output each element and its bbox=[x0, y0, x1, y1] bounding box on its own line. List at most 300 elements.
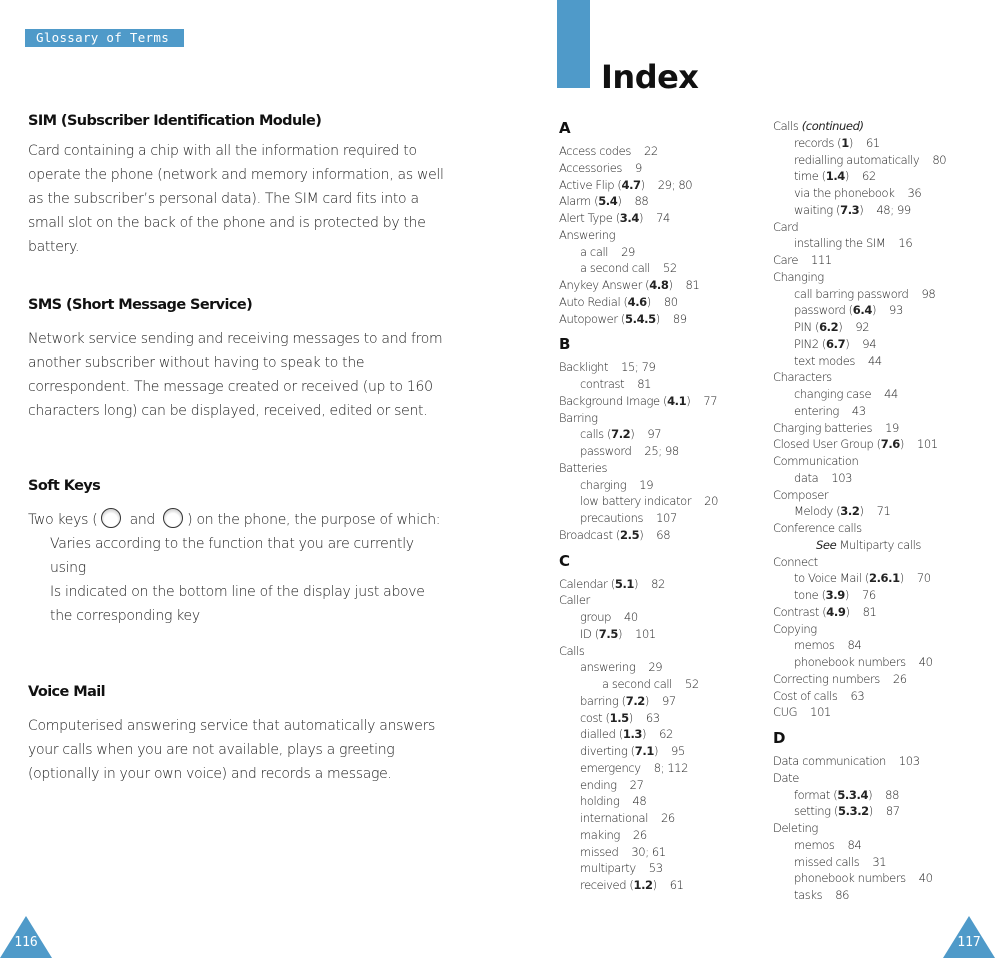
index-letter-heading: B bbox=[559, 335, 571, 354]
entry-page-ref: 97 bbox=[662, 693, 676, 708]
entry-page-ref: 36 bbox=[907, 186, 922, 200]
entry-page-ref: 20 bbox=[704, 494, 718, 509]
entry-menu-ref: 3.4 bbox=[619, 211, 639, 225]
entry-text: Broadcast ( bbox=[559, 527, 621, 542]
index-entry bbox=[773, 453, 978, 470]
entry-text: entering bbox=[794, 403, 839, 418]
entry-page-ref: 19 bbox=[639, 477, 654, 492]
term-definition: Computerised answering service that automatically answers your calls when you are not available, plays a greeting (optionally in your own voice) and records a message. bbox=[28, 718, 436, 782]
entry-text: Multiparty calls bbox=[836, 537, 922, 552]
glossary-term-sim bbox=[28, 113, 448, 259]
entry-text: Conference calls bbox=[773, 521, 862, 535]
entry-text: Deleting bbox=[773, 821, 818, 835]
entry-text: a second call bbox=[602, 677, 672, 691]
entry-page-ref: 29 bbox=[621, 244, 635, 259]
glossary-page bbox=[0, 0, 490, 958]
index-entry bbox=[773, 854, 978, 871]
entry-text: tasks bbox=[794, 888, 823, 902]
entry-text: ) bbox=[638, 211, 644, 225]
page-number-right bbox=[943, 916, 995, 958]
index-entry bbox=[773, 369, 978, 386]
entry-text: Data communication bbox=[773, 754, 886, 768]
index-entry bbox=[559, 626, 764, 643]
entry-page-ref: 76 bbox=[861, 588, 876, 602]
entry-text: redialling automatically bbox=[794, 152, 920, 167]
entry-text: international bbox=[580, 811, 649, 825]
page-number-text: 117 bbox=[957, 935, 981, 950]
entry-text: ) bbox=[644, 693, 650, 708]
entry-page-ref: 9 bbox=[635, 160, 642, 175]
index-entry bbox=[773, 554, 978, 571]
index-letter-heading: A bbox=[559, 119, 571, 137]
index-entry bbox=[559, 460, 764, 477]
entry-menu-ref: 4.6 bbox=[627, 294, 647, 309]
entry-page-ref: 98 bbox=[921, 286, 936, 301]
entry-page-ref: 101 bbox=[917, 437, 938, 452]
entry-text: precautions bbox=[580, 511, 644, 525]
entry-text: ) bbox=[634, 576, 639, 591]
index-entry bbox=[559, 726, 764, 743]
entry-text: records ( bbox=[794, 135, 842, 150]
entry-text: ) bbox=[653, 744, 659, 758]
index-entry bbox=[773, 803, 978, 820]
entry-text: ) bbox=[642, 727, 647, 742]
index-entry bbox=[559, 592, 764, 609]
entry-menu-ref: 7.5 bbox=[598, 626, 618, 641]
index-entry bbox=[559, 376, 764, 393]
entry-page-ref: 43 bbox=[851, 403, 866, 418]
index-entry bbox=[559, 693, 764, 710]
entry-note: (continued) bbox=[801, 119, 864, 133]
entry-text: tone ( bbox=[794, 588, 826, 602]
entry-page-ref: 89 bbox=[672, 311, 687, 326]
entry-text: changing case bbox=[794, 387, 872, 401]
index-entry bbox=[773, 637, 978, 654]
entry-text: Characters bbox=[773, 370, 832, 385]
term-title: SIM (Subscriber Identification Module) bbox=[28, 113, 322, 129]
entry-text: Closed User Group ( bbox=[773, 437, 881, 452]
entry-text: Contrast ( bbox=[773, 604, 827, 619]
entry-menu-ref: 1 bbox=[841, 135, 849, 150]
entry-text: Batteries bbox=[559, 460, 608, 475]
entry-page-ref: 26 bbox=[661, 811, 675, 825]
entry-text: Card bbox=[773, 219, 799, 234]
index-entry bbox=[773, 688, 978, 705]
entry-page-ref: 88 bbox=[885, 787, 899, 802]
entry-note: See bbox=[816, 537, 837, 552]
entry-text: calls ( bbox=[580, 427, 612, 442]
entry-menu-ref: 6.4 bbox=[852, 303, 872, 318]
entry-menu-ref: 4.1 bbox=[667, 393, 687, 408]
entry-menu-ref: 7.1 bbox=[634, 744, 654, 758]
entry-menu-ref: 2.6.1 bbox=[868, 571, 900, 586]
entry-page-ref: 81 bbox=[637, 377, 652, 391]
index-entry bbox=[773, 837, 978, 854]
entry-text: multiparty bbox=[580, 861, 636, 876]
entry-text: Caller bbox=[559, 593, 590, 608]
entry-menu-ref: 4.7 bbox=[621, 177, 641, 192]
entry-text: Copying bbox=[773, 621, 817, 636]
entry-text: ) bbox=[640, 177, 645, 192]
entry-page-ref: 103 bbox=[898, 754, 920, 768]
index-entry bbox=[559, 527, 764, 544]
term-title: SMS (Short Message Service) bbox=[28, 297, 253, 313]
entry-page-ref: 25; 98 bbox=[644, 444, 679, 458]
entry-text: text modes bbox=[794, 353, 855, 368]
index-entry bbox=[773, 152, 978, 169]
entry-page-ref: 101 bbox=[635, 626, 656, 641]
term-definition bbox=[28, 508, 448, 532]
index-entry bbox=[773, 403, 978, 420]
entry-text: ) bbox=[868, 787, 873, 802]
entry-text: group bbox=[580, 610, 612, 624]
entry-page-ref: 80 bbox=[663, 294, 678, 309]
index-entry bbox=[773, 520, 978, 537]
entry-text: a call bbox=[580, 244, 609, 259]
entry-menu-ref: 3.2 bbox=[840, 504, 860, 519]
index-entry bbox=[559, 810, 764, 827]
entry-text: ) bbox=[859, 202, 864, 217]
index-accent-bar bbox=[557, 0, 590, 88]
index-entry bbox=[559, 877, 764, 894]
entry-page-ref: 63 bbox=[850, 688, 865, 703]
entry-page-ref: 48 bbox=[632, 794, 647, 809]
index-entry bbox=[559, 160, 764, 177]
entry-text: charging bbox=[580, 477, 627, 492]
entry-text: PIN2 ( bbox=[794, 336, 826, 351]
left-soft-key-icon bbox=[101, 508, 121, 528]
index-entry bbox=[773, 470, 978, 487]
entry-text: Charging batteries bbox=[773, 420, 873, 435]
entry-page-ref: 101 bbox=[810, 705, 831, 720]
entry-page-ref: 29 bbox=[648, 660, 663, 675]
entry-page-ref: 40 bbox=[918, 655, 933, 669]
entry-page-ref: 93 bbox=[889, 303, 903, 318]
index-entry bbox=[559, 143, 764, 160]
page-number-left bbox=[0, 916, 52, 958]
definition-text: and bbox=[125, 512, 160, 528]
index-column-1 bbox=[559, 117, 764, 894]
entry-page-ref: 16 bbox=[898, 236, 913, 251]
entry-page-ref: 52 bbox=[662, 261, 677, 276]
entry-menu-ref: 5.4 bbox=[598, 194, 618, 209]
entry-text: Care bbox=[773, 253, 799, 267]
index-entry bbox=[773, 887, 978, 904]
index-column-2 bbox=[773, 118, 978, 904]
index-entry bbox=[559, 827, 764, 844]
entry-menu-ref: 1.2 bbox=[633, 878, 653, 892]
index-entry bbox=[559, 659, 764, 676]
entry-page-ref: 82 bbox=[651, 576, 665, 591]
entry-text: cost ( bbox=[580, 710, 610, 725]
entry-page-ref: 107 bbox=[656, 511, 677, 525]
entry-text: emergency bbox=[580, 760, 641, 775]
entry-text: contrast bbox=[580, 377, 625, 391]
index-entry bbox=[559, 477, 764, 494]
entry-page-ref: 53 bbox=[648, 861, 663, 876]
index-entry bbox=[559, 510, 764, 527]
entry-text: memos bbox=[794, 638, 835, 653]
entry-page-ref: 81 bbox=[685, 278, 700, 292]
index-entry bbox=[773, 537, 978, 554]
entry-text: Barring bbox=[559, 410, 598, 425]
entry-page-ref: 15; 79 bbox=[621, 360, 656, 375]
glossary-term-soft-keys bbox=[28, 478, 448, 628]
index-entry bbox=[773, 570, 978, 587]
index-entry bbox=[773, 319, 978, 336]
index-entry bbox=[559, 760, 764, 777]
entry-page-ref: 80 bbox=[932, 152, 947, 167]
term-definition: Network service sending and receiving messages to and from another subscriber without having to speak to the correspondent. The message created or received (up to 160 characters long) can be displayed, received, edited or sent. bbox=[28, 331, 443, 419]
index-entry bbox=[773, 235, 978, 252]
index-entry bbox=[773, 787, 978, 804]
entry-page-ref: 27 bbox=[629, 777, 644, 792]
entry-page-ref: 8; 112 bbox=[653, 760, 689, 775]
index-entry bbox=[773, 671, 978, 688]
index-entry bbox=[773, 168, 978, 185]
index-entry bbox=[559, 294, 764, 311]
entry-text: Anykey Answer ( bbox=[559, 278, 650, 292]
entry-text: ) bbox=[646, 294, 651, 309]
entry-text: ending bbox=[580, 777, 617, 792]
index-entry bbox=[559, 177, 764, 194]
entry-text: making bbox=[580, 827, 620, 842]
entry-text: ) bbox=[628, 710, 633, 725]
entry-menu-ref: 3.9 bbox=[825, 588, 845, 602]
entry-text: call barring password bbox=[794, 286, 909, 301]
entry-text: phonebook numbers bbox=[794, 655, 906, 669]
index-entry bbox=[773, 436, 978, 453]
index-entry bbox=[773, 353, 978, 370]
entry-menu-ref: 4.9 bbox=[826, 604, 846, 619]
index-entry bbox=[559, 777, 764, 794]
entry-page-ref: 94 bbox=[862, 336, 877, 351]
term-definition: Card containing a chip with all the information required to operate the phone (network and memory information, as well as the subscriber’s personal data). The SIM card fits into a small slot on the back of the phone and is protected by the battery. bbox=[28, 143, 444, 255]
entry-text: ) bbox=[844, 169, 850, 184]
entry-text: Calls bbox=[559, 643, 585, 658]
entry-text: ) bbox=[617, 626, 623, 641]
entry-page-ref: 84 bbox=[847, 638, 862, 653]
index-entry bbox=[773, 420, 978, 437]
index-entry bbox=[773, 219, 978, 236]
entry-text: ) bbox=[668, 278, 673, 292]
entry-page-ref: 44 bbox=[884, 387, 898, 401]
section-header-tab: Glossary of Terms bbox=[25, 29, 184, 47]
entry-text: Backlight bbox=[559, 360, 609, 375]
term-title: Soft Keys bbox=[28, 478, 101, 494]
entry-page-ref: 84 bbox=[847, 837, 862, 852]
index-entry bbox=[559, 860, 764, 877]
entry-text: ID ( bbox=[580, 626, 599, 641]
entry-page-ref: 71 bbox=[876, 504, 891, 519]
index-entry bbox=[559, 410, 764, 427]
entry-text: Answering bbox=[559, 227, 616, 242]
index-entry bbox=[773, 654, 978, 671]
entry-page-ref: 68 bbox=[656, 527, 671, 542]
index-entry bbox=[559, 260, 764, 277]
entry-text: Active Flip ( bbox=[559, 177, 622, 192]
index-entry bbox=[773, 185, 978, 202]
entry-menu-ref: 7.2 bbox=[611, 427, 631, 442]
entry-text: diverting ( bbox=[580, 744, 635, 758]
right-soft-key-icon bbox=[163, 508, 183, 528]
entry-text: ) bbox=[844, 588, 849, 602]
entry-page-ref: 70 bbox=[916, 571, 931, 586]
index-entry bbox=[559, 359, 764, 376]
entry-text: a second call bbox=[580, 261, 650, 276]
entry-text: Connect bbox=[773, 554, 818, 569]
entry-menu-ref: 5.4.5 bbox=[625, 311, 656, 326]
index-entry bbox=[773, 870, 978, 887]
entry-menu-ref: 6.7 bbox=[826, 336, 846, 351]
entry-text: Cost of calls bbox=[773, 688, 838, 703]
entry-page-ref: 30; 61 bbox=[631, 844, 666, 859]
entry-text: Alert Type ( bbox=[559, 211, 620, 225]
index-entry bbox=[773, 302, 978, 319]
index-entry bbox=[559, 844, 764, 861]
index-entry bbox=[773, 770, 978, 787]
entry-page-ref: 26 bbox=[892, 671, 907, 686]
entry-page-ref: 86 bbox=[835, 888, 850, 902]
entry-page-ref: 81 bbox=[862, 604, 877, 619]
index-entry bbox=[559, 210, 764, 227]
entry-text: missed calls bbox=[794, 854, 860, 869]
entry-text: barring ( bbox=[580, 693, 626, 708]
entry-page-ref: 97 bbox=[647, 427, 662, 442]
entry-page-ref: 95 bbox=[671, 744, 685, 758]
index-entry bbox=[559, 676, 764, 693]
index-entry bbox=[559, 609, 764, 626]
index-entry bbox=[559, 244, 764, 261]
index-entry bbox=[773, 587, 978, 604]
index-letter-heading: C bbox=[559, 551, 570, 570]
index-entry bbox=[773, 503, 978, 520]
index-entry bbox=[559, 393, 764, 410]
index-entry bbox=[559, 227, 764, 244]
entry-menu-ref: 7.3 bbox=[840, 202, 860, 217]
entry-page-ref: 88 bbox=[634, 194, 649, 209]
index-entry bbox=[773, 704, 978, 721]
entry-page-ref: 44 bbox=[867, 353, 882, 368]
entry-text: via the phonebook bbox=[794, 186, 895, 200]
entry-menu-ref: 7.2 bbox=[625, 693, 645, 708]
entry-page-ref: 48; 99 bbox=[876, 202, 911, 217]
index-entry bbox=[773, 286, 978, 303]
entry-text: missed bbox=[580, 844, 619, 859]
entry-page-ref: 26 bbox=[632, 827, 647, 842]
entry-text: password bbox=[580, 444, 632, 458]
entry-text: holding bbox=[580, 794, 620, 809]
entry-text: Melody ( bbox=[794, 504, 841, 519]
entry-menu-ref: 2.5 bbox=[620, 527, 640, 542]
index-entry bbox=[773, 135, 978, 152]
entry-text: PIN ( bbox=[794, 320, 820, 334]
index-entry bbox=[773, 604, 978, 621]
entry-page-ref: 63 bbox=[645, 710, 660, 725]
entry-text: to Voice Mail ( bbox=[794, 571, 869, 586]
entry-text: Correcting numbers bbox=[773, 671, 880, 686]
index-entry bbox=[559, 311, 764, 328]
entry-text: Calendar ( bbox=[559, 576, 615, 591]
entry-text: Auto Redial ( bbox=[559, 294, 628, 309]
index-entry bbox=[773, 118, 978, 135]
page-number-text: 116 bbox=[14, 935, 38, 950]
entry-text: dialled ( bbox=[580, 727, 623, 742]
entry-text: ) bbox=[617, 194, 622, 209]
entry-text: ) bbox=[848, 135, 853, 150]
entry-text: received ( bbox=[580, 878, 634, 892]
entry-page-ref: 62 bbox=[659, 727, 673, 742]
entry-text: ) bbox=[838, 320, 843, 334]
entry-text: Background Image ( bbox=[559, 393, 668, 408]
entry-page-ref: 61 bbox=[865, 135, 880, 150]
entry-menu-ref: 4.8 bbox=[649, 278, 669, 292]
entry-text: memos bbox=[794, 837, 835, 852]
entry-text: ) bbox=[652, 878, 657, 892]
entry-text: Accessories bbox=[559, 160, 622, 175]
entry-page-ref: 87 bbox=[885, 804, 900, 819]
entry-text: format ( bbox=[794, 787, 838, 802]
entry-text: ) bbox=[630, 427, 635, 442]
entry-text: ) bbox=[859, 504, 864, 519]
entry-text: phonebook numbers bbox=[794, 871, 906, 886]
entry-page-ref: 103 bbox=[831, 470, 853, 485]
entry-text: ) bbox=[868, 804, 873, 819]
entry-text: Alarm ( bbox=[559, 194, 599, 209]
entry-text: ) bbox=[639, 527, 644, 542]
entry-menu-ref: 1.3 bbox=[622, 727, 643, 742]
entry-page-ref: 74 bbox=[656, 211, 670, 225]
index-entry bbox=[773, 753, 978, 770]
index-entry bbox=[559, 793, 764, 810]
entry-text: low battery indicator bbox=[580, 494, 692, 509]
entry-menu-ref: 1.4 bbox=[825, 169, 845, 184]
entry-page-ref: 62 bbox=[862, 169, 876, 184]
entry-menu-ref: 5.1 bbox=[614, 576, 635, 591]
entry-text: setting ( bbox=[794, 804, 839, 819]
term-list-item: Is indicated on the bottom line of the display just above the corresponding key bbox=[50, 584, 425, 624]
entry-menu-ref: 5.3.2 bbox=[838, 804, 869, 819]
entry-page-ref: 92 bbox=[855, 320, 870, 334]
index-entry bbox=[559, 493, 764, 510]
entry-text: Autopower ( bbox=[559, 311, 625, 326]
entry-page-ref: 31 bbox=[872, 854, 887, 869]
entry-menu-ref: 5.3.4 bbox=[837, 787, 869, 802]
entry-text: data bbox=[794, 470, 819, 485]
entry-menu-ref: 1.5 bbox=[609, 710, 629, 725]
entry-text: ) bbox=[845, 336, 850, 351]
glossary-term-voice-mail bbox=[28, 684, 448, 786]
index-entry bbox=[559, 643, 764, 660]
entry-page-ref: 77 bbox=[703, 393, 718, 408]
entry-text: Calls bbox=[773, 119, 802, 133]
entry-text: answering bbox=[580, 660, 636, 675]
index-entry bbox=[559, 443, 764, 460]
entry-text: time ( bbox=[794, 169, 826, 184]
definition-text: Two keys ( bbox=[28, 512, 98, 528]
entry-page-ref: 61 bbox=[669, 878, 684, 892]
entry-menu-ref: 6.2 bbox=[819, 320, 839, 334]
index-entry bbox=[559, 576, 764, 593]
entry-menu-ref: 7.6 bbox=[880, 437, 900, 452]
index-entry bbox=[559, 426, 764, 443]
entry-text: installing the SIM bbox=[794, 236, 886, 251]
index-entry bbox=[559, 710, 764, 727]
term-title: Voice Mail bbox=[28, 684, 105, 700]
definition-text: ) on the phone, the purpose of which: bbox=[187, 512, 441, 528]
entry-text: ) bbox=[899, 571, 904, 586]
entry-text: waiting ( bbox=[794, 202, 841, 217]
